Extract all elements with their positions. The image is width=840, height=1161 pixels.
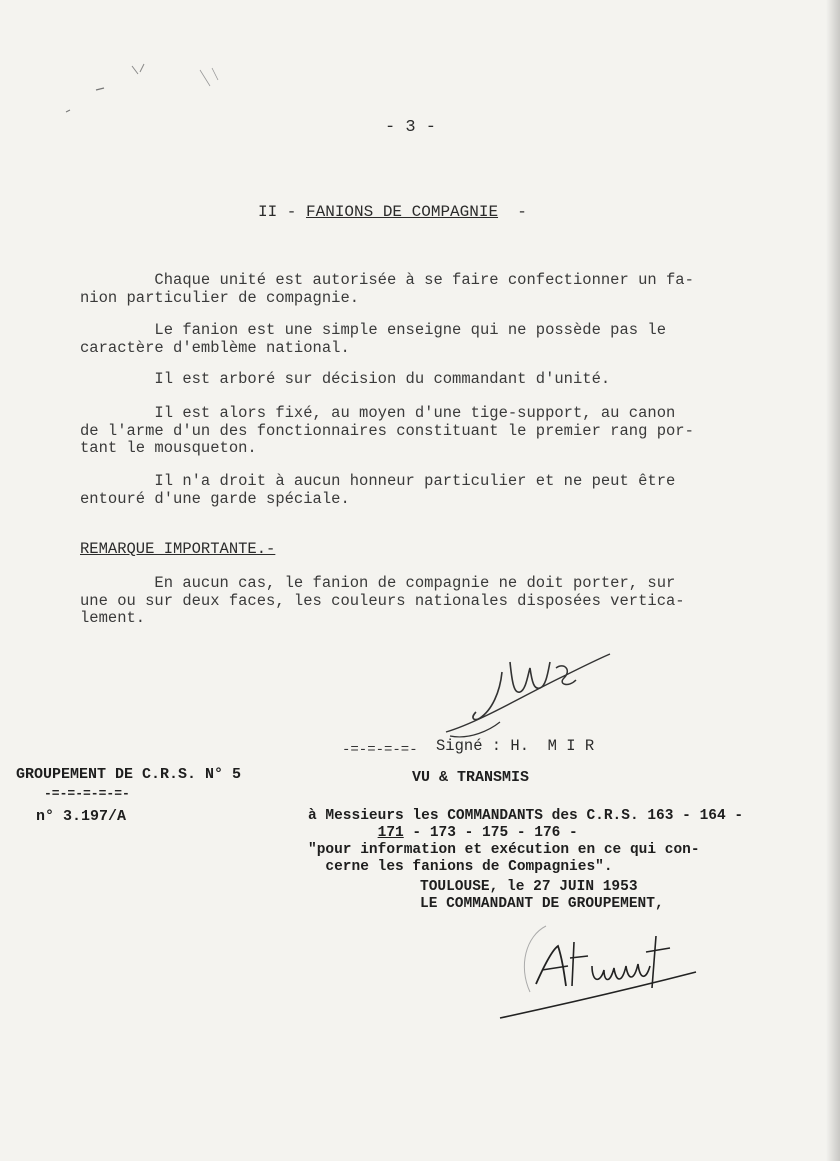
section-heading xyxy=(258,204,527,221)
destination-line-1: à Messieurs les COMMANDANTS des C.R.S. 163 - 164 - xyxy=(308,808,744,824)
reference-number: n° 3.197/A xyxy=(36,808,127,825)
place-date: TOULOUSE, le 27 JUIN 1953 xyxy=(420,879,638,895)
signature-mir xyxy=(440,632,620,742)
remark-title: REMARQUE IMPORTANTE.- xyxy=(80,540,276,558)
scan-edge-shadow xyxy=(826,0,840,1161)
page-number: - 3 - xyxy=(385,118,437,137)
remark-text: En aucun cas, le fanion de compagnie ne doit porter, sur une ou sur deux faces, les couleurs nationales disposées vertica- lement. xyxy=(80,574,685,627)
group-dash: -=-=-=-=-=- xyxy=(44,786,130,801)
destination-line-2-unit: 171 xyxy=(377,825,404,841)
group-heading: GROUPEMENT DE C.R.S. N° 5 xyxy=(16,766,242,783)
vu-transmis-heading: VU & TRANSMIS xyxy=(412,769,530,786)
scan-specks xyxy=(60,60,260,140)
section-suffix: - xyxy=(498,203,527,221)
paragraph-5: Il n'a droit à aucun honneur particulier et ne peut être entouré d'une garde spéciale. xyxy=(80,472,676,508)
destination-line-3: "pour information et exécution en ce qui con- cerne les fanions de Compagnies". xyxy=(308,842,700,875)
paragraph-3: Il est arboré sur décision du commandant d'unité. xyxy=(80,370,611,388)
section-prefix: II - xyxy=(258,203,307,221)
destination-line-2-rest: - 173 - 175 - 176 - xyxy=(403,825,578,841)
paragraph-2: Le fanion est une simple enseigne qui ne possède pas le caractère d'emblème national. xyxy=(80,321,666,357)
destination-line-2 xyxy=(308,825,578,841)
paragraph-1: Chaque unité est autorisée à se faire confectionner un fa- nion particulier de compagnie. xyxy=(80,271,694,307)
section-title: FANIONS DE COMPAGNIE xyxy=(306,203,499,221)
signature-dash: -=-=-=-=- xyxy=(342,742,418,758)
commander-title: LE COMMANDANT DE GROUPEMENT, xyxy=(420,896,664,912)
destination-block xyxy=(308,808,743,876)
paragraph-4: Il est alors fixé, au moyen d'une tige-support, au canon de l'arme d'un des fonctionnaires constituant le premier rang por- tant le mousqueton. xyxy=(80,404,694,457)
commander-signature xyxy=(496,906,716,1026)
signed-line: Signé : H. M I R xyxy=(436,737,595,755)
